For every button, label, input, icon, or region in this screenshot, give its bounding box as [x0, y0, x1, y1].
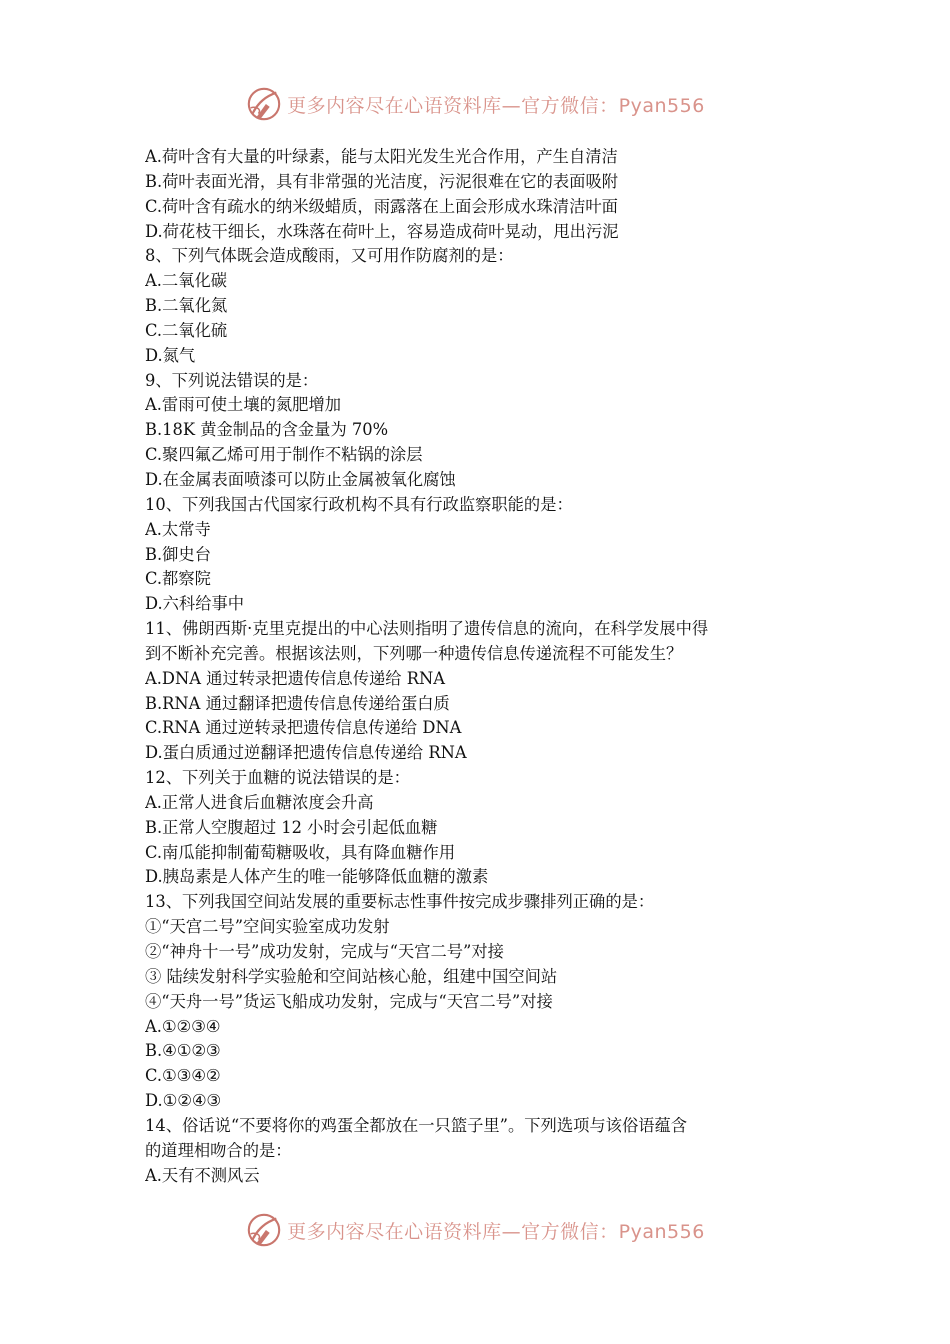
text-line: D.荷花枝干细长，水珠落在荷叶上，容易造成荷叶晃动，甩出污泥 [145, 221, 619, 241]
text-line: ②“神舟十一号”成功发射，完成与“天宫二号”对接 [145, 942, 504, 961]
text-line: B.18K 黄金制品的含金量为 70% [145, 420, 389, 440]
footer-banner [0, 1210, 950, 1250]
text-line: C.荷叶含有疏水的纳米级蜡质，雨露落在上面会形成水珠清洁叶面 [145, 196, 618, 216]
text-line: A.①②③④ [145, 1016, 221, 1036]
text-line: D.蛋白质通过逆翻译把遗传信息传递给 RNA [145, 743, 467, 763]
document-body [145, 145, 810, 1188]
text-line: 13、下列我国空间站发展的重要标志性事件按完成步骤排列正确的是： [145, 892, 655, 912]
text-line: A.荷叶含有大量的叶绿素，能与太阳光发生光合作用，产生自清洁 [145, 147, 618, 166]
text-line: A.太常寺 [145, 519, 211, 539]
text-line: 8、下列气体既会造成酸雨，又可用作防腐剂的是： [145, 246, 514, 266]
text-line: 10、下列我国古代国家行政机构不具有行政监察职能的是： [145, 494, 573, 514]
text-line: B.荷叶表面光滑，具有非常强的光洁度，污泥很难在它的表面吸附 [145, 171, 619, 191]
text-line: A.雷雨可使土壤的氮肥增加 [145, 395, 342, 415]
text-line: A.天有不测风云 [145, 1165, 260, 1185]
text-line: ①“天宫二号”空间实验室成功发射 [145, 917, 390, 937]
pen-swirl-logo-icon [245, 85, 283, 123]
text-line: A.二氧化碳 [145, 271, 228, 291]
text-line: B.④①②③ [145, 1041, 221, 1061]
text-line: C.①③④② [145, 1066, 221, 1086]
text-line: D.六科给事中 [145, 594, 245, 614]
banner-text: 更多内容尽在心语资料库—官方微信：Pyan556 [287, 1220, 705, 1243]
text-line: C.RNA 通过逆转录把遗传信息传递给 DNA [145, 718, 462, 738]
text-line: B.RNA 通过翻译把遗传信息传递给蛋白质 [145, 693, 450, 713]
header-banner [0, 84, 950, 124]
text-line: 9、下列说法错误的是： [145, 370, 319, 390]
text-line: C.聚四氟乙烯可用于制作不粘锅的涂层 [145, 445, 423, 465]
pen-swirl-logo-icon [245, 1211, 283, 1249]
text-line: 的道理相吻合的是： [145, 1140, 292, 1160]
text-line: ③ 陆续发射科学实验舱和空间站核心舱，组建中国空间站 [145, 966, 558, 986]
text-line: 11、佛朗西斯·克里克提出的中心法则指明了遗传信息的流向，在科学发展中得 [145, 619, 709, 639]
text-line: ④“天舟一号”货运飞船成功发射，完成与“天宫二号”对接 [145, 991, 553, 1011]
banner-text: 更多内容尽在心语资料库—官方微信：Pyan556 [287, 94, 705, 117]
text-line: 14、俗话说“不要将你的鸡蛋全都放在一只篮子里”。下列选项与该俗语蕴含 [145, 1115, 688, 1135]
text-line: 12、下列关于血糖的说法错误的是： [145, 768, 410, 788]
text-line: B.御史台 [145, 544, 211, 564]
text-line: D.氮气 [145, 345, 196, 365]
text-line: D.胰岛素是人体产生的唯一能够降低血糖的激素 [145, 867, 489, 887]
text-line: A.正常人进食后血糖浓度会升高 [145, 792, 374, 812]
text-line: C.二氧化硫 [145, 320, 228, 340]
text-line: A.DNA 通过转录把遗传信息传递给 RNA [145, 668, 445, 688]
text-line: C.都察院 [145, 569, 211, 589]
text-line: B.正常人空腹超过 12 小时会引起低血糖 [145, 817, 438, 837]
text-line: 到不断补充完善。根据该法则，下列哪一种遗传信息传递流程不可能发生？ [145, 643, 683, 663]
text-line: D.在金属表面喷漆可以防止金属被氧化腐蚀 [145, 469, 456, 489]
text-line: C.南瓜能抑制葡萄糖吸收，具有降血糖作用 [145, 842, 456, 862]
text-line: B.二氧化氮 [145, 296, 228, 316]
text-line: D.①②④③ [145, 1091, 222, 1111]
